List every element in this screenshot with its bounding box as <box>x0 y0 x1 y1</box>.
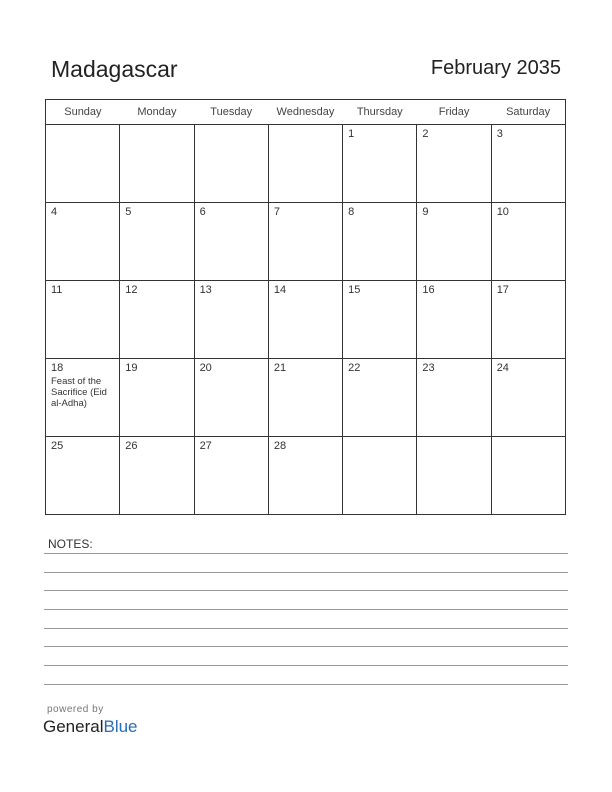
weekday-thursday: Thursday <box>343 100 417 125</box>
day-number: 9 <box>422 206 429 218</box>
day-cell <box>417 281 491 359</box>
day-number: 17 <box>496 284 509 296</box>
day-cell <box>194 359 268 437</box>
day-number: 23 <box>422 362 435 374</box>
day-number: 8 <box>348 206 355 218</box>
day-cell <box>343 281 417 359</box>
day-cell <box>268 359 342 437</box>
day-number: 4 <box>51 206 58 218</box>
day-cell <box>343 125 417 203</box>
day-number: 7 <box>273 206 280 218</box>
day-cell <box>343 203 417 281</box>
day-cell <box>46 203 120 281</box>
day-number: 25 <box>51 440 64 452</box>
day-number: 24 <box>496 362 509 374</box>
weekday-tuesday: Tuesday <box>194 100 268 125</box>
day-cell <box>268 125 342 203</box>
day-cell <box>120 281 194 359</box>
week-row <box>46 437 566 515</box>
day-number: 3 <box>496 128 503 140</box>
week-row <box>46 203 566 281</box>
week-row <box>46 125 566 203</box>
weekday-monday: Monday <box>120 100 194 125</box>
day-cell <box>46 281 120 359</box>
week-row <box>46 359 566 437</box>
day-number: 26 <box>125 440 138 452</box>
day-cell <box>491 125 565 203</box>
day-number: 5 <box>125 206 132 218</box>
holiday-label: Feast of the Sacrifice (Eid al-Adha) <box>51 376 107 409</box>
day-cell <box>194 125 268 203</box>
weekday-wednesday: Wednesday <box>268 100 342 125</box>
note-line <box>44 609 568 610</box>
notes-label: NOTES: <box>48 537 93 551</box>
day-cell <box>46 359 120 437</box>
day-number: 19 <box>125 362 138 374</box>
day-number: 1 <box>348 128 355 140</box>
day-number: 10 <box>496 206 509 218</box>
day-cell <box>417 437 491 515</box>
day-number: 28 <box>273 440 287 452</box>
day-number: 16 <box>422 284 435 296</box>
day-cell <box>120 359 194 437</box>
weekday-friday: Friday <box>417 100 491 125</box>
day-number: 15 <box>348 284 361 296</box>
note-line <box>44 553 568 554</box>
day-number: 20 <box>199 362 212 374</box>
note-line <box>44 665 568 666</box>
day-number: 22 <box>348 362 361 374</box>
day-cell <box>194 203 268 281</box>
brand-general: General <box>43 717 104 736</box>
day-cell <box>343 437 417 515</box>
day-cell <box>268 437 342 515</box>
note-line <box>44 684 568 685</box>
day-number: 6 <box>199 206 206 218</box>
day-cell <box>491 203 565 281</box>
weekday-saturday: Saturday <box>491 100 565 125</box>
day-cell <box>194 437 268 515</box>
note-line <box>44 646 568 647</box>
day-number: 12 <box>125 284 138 296</box>
note-line <box>44 572 568 573</box>
month-year-title: February 2035 <box>430 57 561 79</box>
day-cell <box>491 359 565 437</box>
day-cell <box>343 359 417 437</box>
calendar-grid <box>45 99 566 515</box>
note-line <box>44 628 568 629</box>
day-cell <box>120 125 194 203</box>
day-cell <box>417 203 491 281</box>
day-number: 13 <box>199 284 212 296</box>
day-cell <box>491 437 565 515</box>
weekday-sunday: Sunday <box>46 100 120 125</box>
day-cell <box>120 203 194 281</box>
day-number: 11 <box>51 284 63 296</box>
country-title: Madagascar <box>51 56 178 82</box>
day-cell <box>194 281 268 359</box>
day-cell <box>268 203 342 281</box>
day-number: 2 <box>422 128 429 140</box>
day-cell <box>120 437 194 515</box>
day-number: 18 <box>51 362 64 374</box>
day-cell <box>417 125 491 203</box>
note-line <box>44 590 568 591</box>
day-number: 21 <box>273 362 287 374</box>
day-cell <box>268 281 342 359</box>
brand-logo <box>43 717 138 737</box>
weekday-header-row <box>46 100 566 125</box>
day-cell <box>46 437 120 515</box>
powered-by-text: powered by <box>47 704 104 715</box>
day-number: 14 <box>273 284 287 296</box>
week-row <box>46 281 566 359</box>
day-cell <box>46 125 120 203</box>
day-cell <box>491 281 565 359</box>
brand-blue: Blue <box>103 717 138 736</box>
day-cell <box>417 359 491 437</box>
day-number: 27 <box>199 440 212 452</box>
